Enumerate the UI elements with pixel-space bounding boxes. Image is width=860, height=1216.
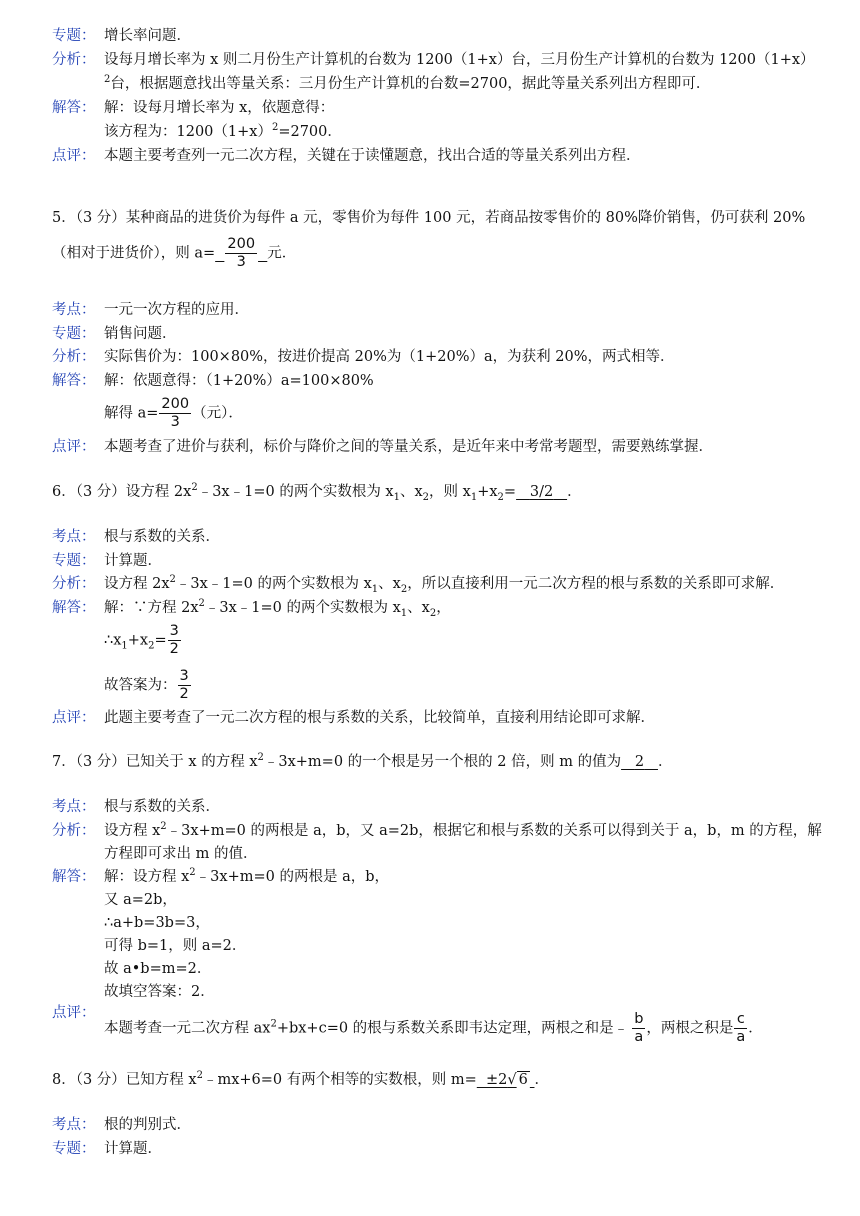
label-comment: 点评： — [52, 1005, 96, 1021]
answer-text: 解：∵方程 $2x^2﹣3x﹣1=0$ 的两个实数根为 $x_1$、$x_2$， — [104, 598, 451, 619]
label-analysis: 分析： — [52, 576, 96, 592]
label-point: 考点： — [52, 529, 96, 545]
answer-line-5: 故 a•b=m=2． — [104, 961, 212, 977]
answer-text: 解：设每月增长率为 x，依题意得： — [104, 100, 335, 116]
question-8: 8．（3 分）已知方程 $x^2﹣mx+6=0$ 有两个相等的实数根，则 m= ±2√ 6 ． — [52, 1070, 549, 1088]
topic-text: 增长率问题． — [104, 28, 191, 44]
label-answer: 解答： — [52, 600, 96, 616]
label-answer: 解答： — [52, 869, 96, 885]
answer-line-6: 故填空答案：2． — [104, 984, 215, 1000]
question-5: 5．（3 分）某种商品的进货价为每件 a 元，零售价为每件 100 元，若商品按零售价的 80%降价销售，仍可获利 20% — [52, 210, 806, 226]
answer-fraction: $\frac{3}{2}$ — [179, 668, 189, 702]
label-topic: 专题： — [52, 326, 96, 342]
point-text: 根与系数的关系． — [104, 799, 220, 815]
answer-blank: 3/2 — [529, 484, 554, 500]
label-topic: 专题： — [52, 28, 96, 44]
answer-line-4: 可得 b=1，则 a=2． — [104, 938, 247, 954]
product-fraction: $\frac{c}{a}$ — [736, 1011, 746, 1045]
analysis-text-cont: 方程即可求出 m 的值． — [104, 846, 258, 862]
answer-line-2: 又 a=2b， — [104, 892, 177, 908]
point-text: 一元一次方程的应用． — [104, 302, 249, 318]
label-answer: 解答： — [52, 100, 96, 116]
answer-fraction: $\frac{200}{3}$ — [227, 236, 256, 270]
label-analysis: 分析： — [52, 823, 96, 839]
question-6: 6．（3 分）设方程 $2x^2﹣3x﹣1=0$ 的两个实数根为 $x_1$、$x_2$，则 $x_1+x_2=$ 3/2 ． — [52, 482, 582, 503]
comment-text: 本题考查一元二次方程 $ax^2+bx+c=0$ 的根与系数关系即韦达定理，两根之和是﹣ $\frac{b}{a}$ ，两根之积是 $\frac{c}{a}$ ． — [104, 1011, 763, 1045]
question-5-cont: （相对于进货价），则 a= $\frac{200}{3}$ 元． — [52, 236, 297, 270]
label-analysis: 分析： — [52, 349, 96, 365]
comment-text: 本题考查了进价与获利，标价与降价之间的等量关系，是近年来中考常考题型，需要熟练掌握． — [104, 439, 713, 455]
label-topic: 专题： — [52, 553, 96, 569]
radical-sign-icon: √ — [507, 1072, 517, 1088]
label-topic: 专题： — [52, 1141, 96, 1157]
answer-line-1: 解：设方程 $x^2﹣3x+m=0$ 的两根是 a，b， — [104, 867, 389, 885]
answer-result: 解得 a= $\frac{200}{3}$ （元）． — [104, 396, 243, 430]
answer-fraction: $\frac{200}{3}$ — [161, 396, 190, 430]
sum-fraction: $\frac{b}{a}$ — [634, 1011, 644, 1045]
analysis-text: 设方程 $x^2﹣3x+m=0$ 的两根是 a，b，又 a=2b，根据它和根与系数的关系可以得到关于 a，b，m 的方程，解 — [104, 821, 822, 839]
analysis-text-cont: $^2$台，根据题意找出等量关系：三月份生产计算机的台数=2700，据此等量关系列出方程即可． — [104, 74, 711, 92]
label-comment: 点评： — [52, 148, 96, 164]
answer-final: 故答案为： $\frac{3}{2}$ — [104, 668, 189, 702]
label-point: 考点： — [52, 799, 96, 815]
answer-equation: 该方程为：$1200(1+x)^2=2700$． — [104, 122, 342, 140]
answer-sum: $\therefore x_1+x_2=$ $\frac{3}{2}$ — [104, 623, 179, 657]
label-comment: 点评： — [52, 710, 96, 726]
analysis-text: 设方程 $2x^2﹣3x﹣1=0$ 的两个实数根为 $x_1$、$x_2$，所以直接利用一元二次方程的根与系数的关系即可求解． — [104, 574, 785, 595]
analysis-text: 设每月增长率为 x 则二月份生产计算机的台数为 1200（1+x）台，三月份生产计算机的台数为 1200（1+x） — [104, 52, 815, 68]
topic-text: 销售问题． — [104, 326, 177, 342]
label-answer: 解答： — [52, 373, 96, 389]
label-comment: 点评： — [52, 439, 96, 455]
answer-fraction: $\frac{3}{2}$ — [169, 623, 179, 657]
topic-text: 计算题． — [104, 1141, 162, 1157]
topic-text: 计算题． — [104, 553, 162, 569]
point-text: 根与系数的关系． — [104, 529, 220, 545]
answer-text: 解：依题意得：（1+20%）a=100×80% — [104, 373, 374, 389]
comment-text: 此题主要考查了一元二次方程的根与系数的关系，比较简单，直接利用结论即可求解． — [104, 710, 655, 726]
label-analysis: 分析： — [52, 52, 96, 68]
answer-blank: ±2√ 6 — [486, 1072, 528, 1088]
answer-line-3: ∴a+b=3b=3， — [104, 915, 210, 931]
question-7: 7．（3 分）已知关于 x 的方程 $x^2﹣3x+m=0$ 的一个根是另一个根的 2 倍，则 m 的值为 2 ． — [52, 752, 673, 770]
label-point: 考点： — [52, 302, 96, 318]
analysis-text: 实际售价为：100×80%，按进价提高 20%为（1+20%）a，为获利 20%，两式相等． — [104, 349, 675, 365]
point-text: 根的判别式． — [104, 1117, 191, 1133]
comment-text: 本题主要考查列一元二次方程，关键在于读懂题意，找出合适的等量关系列出方程． — [104, 148, 641, 164]
answer-blank: 2 — [634, 754, 645, 770]
label-point: 考点： — [52, 1117, 96, 1133]
